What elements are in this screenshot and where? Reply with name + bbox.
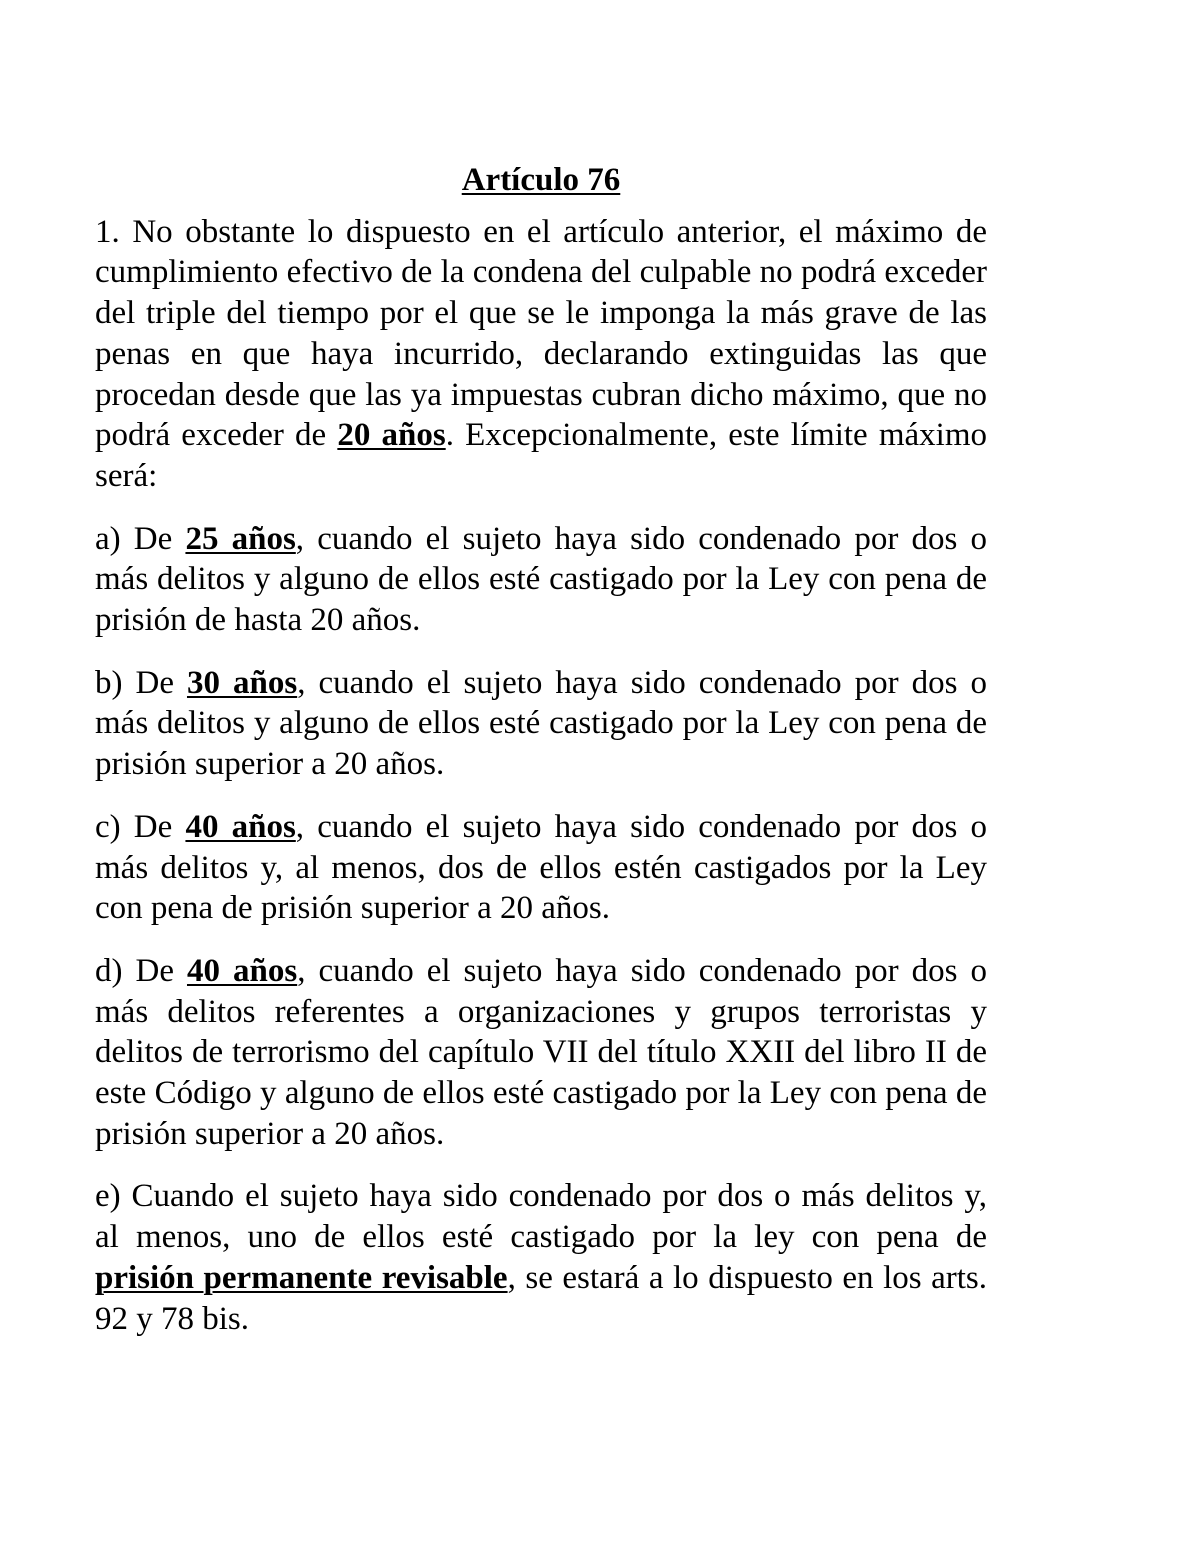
clause-c-text-before: c) De [95,808,186,845]
clause-d-text-after: , cuando el sujeto haya sido condenado por dos o más delitos referentes a organizaciones y grupos terroristas y delitos de terrorismo del capítulo VII del título XXII del libro II de este Código y alguno de ellos esté castigado por la Ley con pena de prisión superior a 20 años. [95,952,987,1152]
clause-a-text-before: a) De [95,520,186,557]
clause-d-text-before: d) De [95,952,187,989]
clause-b [95,663,987,785]
clause-c [95,807,987,929]
paragraph-1-text-after: . Excepcionalmente, este límite máximo será: [95,417,987,494]
clause-b-text-after: , cuando el sujeto haya sido condenado por dos o más delitos y alguno de ellos esté castigado por la Ley con pena de prisión superior a 20 años. [95,664,987,783]
clause-c-text-after: , cuando el sujeto haya sido condenado por dos o más delitos y, al menos, dos de ellos estén castigados por la Ley con pena de prisión superior a 20 años. [95,808,987,927]
clause-b-emphasis: 30 años [186,664,298,701]
clause-a-emphasis: 25 años [185,520,296,557]
paragraph-1-emphasis: 20 años [337,417,446,454]
clause-a-text-after: , cuando el sujeto haya sido condenado por dos o más delitos y alguno de ellos esté castigado por la Ley con pena de prisión de hasta 20 años. [95,520,987,639]
paragraph-1 [95,212,987,497]
clause-c-emphasis: 40 años [185,808,296,845]
clause-e-text-after: , se estará a lo dispuesto en los arts. 92 y 78 bis. [95,1259,987,1337]
document-page [95,160,987,1361]
clause-e-text-before: e) Cuando el sujeto haya sido condenado por dos o más delitos y, al menos, uno de ellos esté castigado por la ley con pena de [95,1178,987,1256]
clause-e [95,1176,987,1339]
paragraph-1-text-before: 1. No obstante lo dispuesto en el artículo anterior, el máximo de cumplimiento efectivo de la condena del culpable no podrá exceder del triple del tiempo por el que se le imponga la más grave de las penas en que haya incurrido, declarando extinguidas las que procedan desde que las ya impuestas cubran dicho máximo, que no podrá exceder de [95,213,987,454]
article-title: Artículo 76 [461,162,621,198]
clause-b-text-before: b) De [95,664,187,701]
clause-e-emphasis: prisión permanente revisable [95,1259,508,1296]
clause-d [95,951,987,1155]
clause-d-emphasis: 40 años [186,952,298,989]
clause-a [95,519,987,641]
